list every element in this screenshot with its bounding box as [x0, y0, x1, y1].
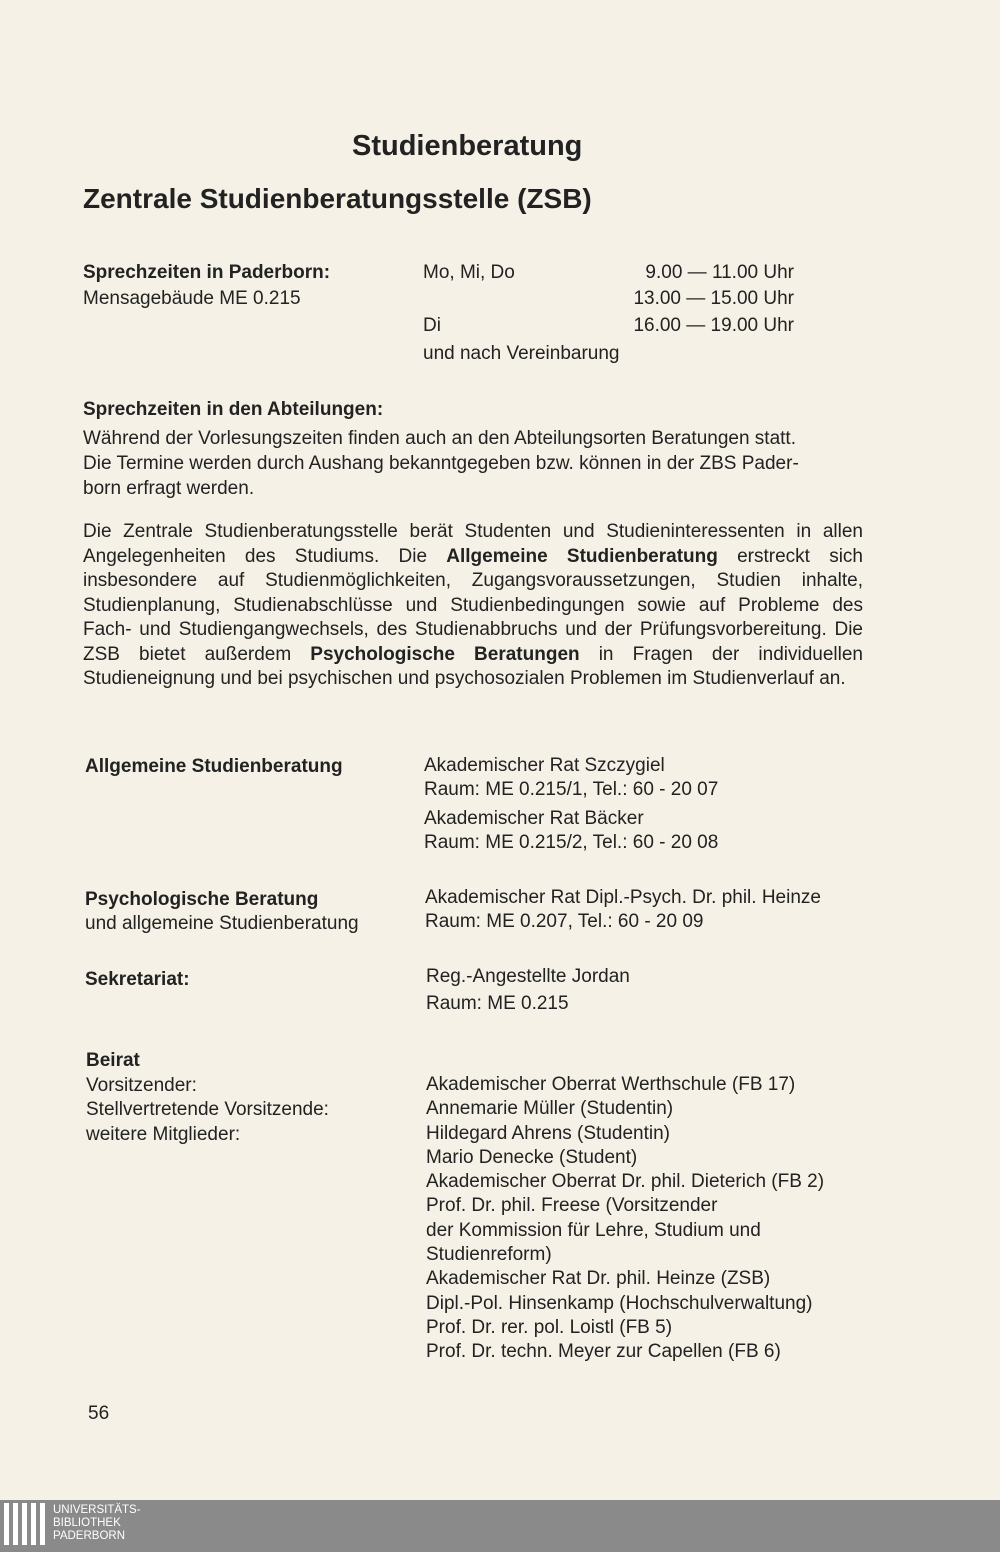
hours-time-2: 13.00 — 15.00 Uhr: [633, 288, 794, 309]
psych-advice-label-2: und allgemeine Studienberatung: [85, 913, 359, 934]
board-member: Dipl.-Pol. Hinsenkamp (Hochschulverwaltung): [426, 1292, 813, 1314]
department-hours-line-3: born erfragt werden.: [83, 478, 255, 499]
page-number: 56: [88, 1403, 110, 1424]
board-member: Prof. Dr. techn. Meyer zur Capellen (FB 6): [426, 1341, 781, 1363]
description-bold-1: Allgemeine Studienberatung: [446, 545, 718, 567]
board-member: Prof. Dr. phil. Freese (Vorsitzender: [426, 1195, 718, 1217]
general-advice-label: Allgemeine Studienberatung: [85, 756, 343, 777]
logo-line-1: UNIVERSITÄTS-: [53, 1504, 141, 1516]
secretariat-room: Raum: ME 0.215: [426, 993, 569, 1014]
psych-contact-room: Raum: ME 0.207, Tel.: 60 - 20 09: [425, 911, 704, 932]
department-hours-line-1: Während der Vorlesungszeiten finden auch an den Abteilungsorten Beratungen statt.: [83, 428, 796, 449]
logo-line-2: BIBLIOTHEK: [53, 1517, 121, 1529]
logo-line-3: PADERBORN: [53, 1530, 125, 1542]
board-members: [426, 1073, 824, 1365]
description-bold-2: Psychologische Beratungen: [310, 643, 580, 665]
hours-time-1: 9.00 — 11.00 Uhr: [645, 262, 794, 283]
secretariat-name: Reg.-Angestellte Jordan: [426, 966, 630, 987]
description-text-1: Die Zentrale Studienberatungsstelle berät Studenten und Studieninteressenten in allen Angelegenheiten des Studiums. Die: [83, 521, 863, 567]
board-member: der Kommission für Lehre, Studium und: [426, 1219, 761, 1241]
board-label: Beirat: [86, 1050, 140, 1071]
secretariat-label: Sekretariat:: [85, 969, 190, 990]
board-member: Annemarie Müller (Studentin): [426, 1098, 674, 1120]
board-role-members: weitere Mitglieder:: [86, 1123, 241, 1145]
library-logo-text: [53, 1504, 141, 1543]
general-contact-1-room: Raum: ME 0.215/1, Tel.: 60 - 20 07: [424, 779, 719, 800]
board-role-chair: Vorsitzender:: [86, 1075, 197, 1096]
page-subtitle: Zentrale Studienberatungsstelle (ZSB): [83, 183, 592, 214]
department-hours-line-2: Die Termine werden durch Aushang bekanntgegeben bzw. können in der ZBS Pader-: [83, 453, 799, 474]
general-contact-1-name: Akademischer Rat Szczygiel: [424, 755, 665, 776]
hours-days-1: Mo, Mi, Do: [423, 262, 515, 283]
library-logo-icon: [4, 1503, 45, 1547]
board-roles: [86, 1074, 329, 1147]
psych-contact-name: Akademischer Rat Dipl.-Psych. Dr. phil. Heinze: [425, 887, 821, 908]
description-text-2: erstreckt sich insbesondere auf Studienmöglichkeiten, Zugangsvoraussetzungen, Studien inhalte, Studienplanung, Studienabschlüsse und Studienbedingungen sowie auf Probleme des Fach- und Studiengangwechsels, des Studienabbruchs und der Prüfungsvorbereitung. Die ZSB bietet außerdem: [83, 545, 863, 665]
general-contact-2-name: Akademischer Rat Bäcker: [424, 808, 644, 829]
board-member: Akademischer Rat Dr. phil. Heinze (ZSB): [426, 1268, 771, 1290]
library-footer-bar: [0, 1500, 1000, 1552]
hours-note: und nach Vereinbarung: [423, 343, 620, 364]
office-hours-label: Sprechzeiten in Paderborn:: [83, 262, 331, 283]
psych-advice-label: Psychologische Beratung: [85, 889, 319, 910]
board-member: Hildegard Ahrens (Studentin): [426, 1122, 670, 1144]
page-title: Studienberatung: [352, 130, 583, 162]
board-role-deputy: Stellvertretende Vorsitzende:: [86, 1099, 329, 1121]
office-location: Mensagebäude ME 0.215: [83, 288, 301, 309]
hours-time-3: 16.00 — 19.00 Uhr: [633, 315, 794, 336]
general-contact-2-room: Raum: ME 0.215/2, Tel.: 60 - 20 08: [424, 832, 719, 853]
board-member: Mario Denecke (Student): [426, 1146, 638, 1168]
board-member: Studienreform): [426, 1244, 552, 1266]
board-member: Akademischer Oberrat Werthschule (FB 17): [426, 1074, 796, 1095]
board-member: Prof. Dr. rer. pol. Loistl (FB 5): [426, 1316, 673, 1338]
board-member: Akademischer Oberrat Dr. phil. Dieterich (FB 2): [426, 1171, 825, 1193]
department-hours-label: Sprechzeiten in den Abteilungen:: [83, 399, 384, 420]
hours-days-3: Di: [423, 315, 441, 336]
description-paragraph: [83, 520, 863, 692]
description-text-3: in Fragen der individuellen Studieneignung und bei psychischen und psychosozialen Problemen im Studienverlauf an.: [83, 643, 863, 689]
